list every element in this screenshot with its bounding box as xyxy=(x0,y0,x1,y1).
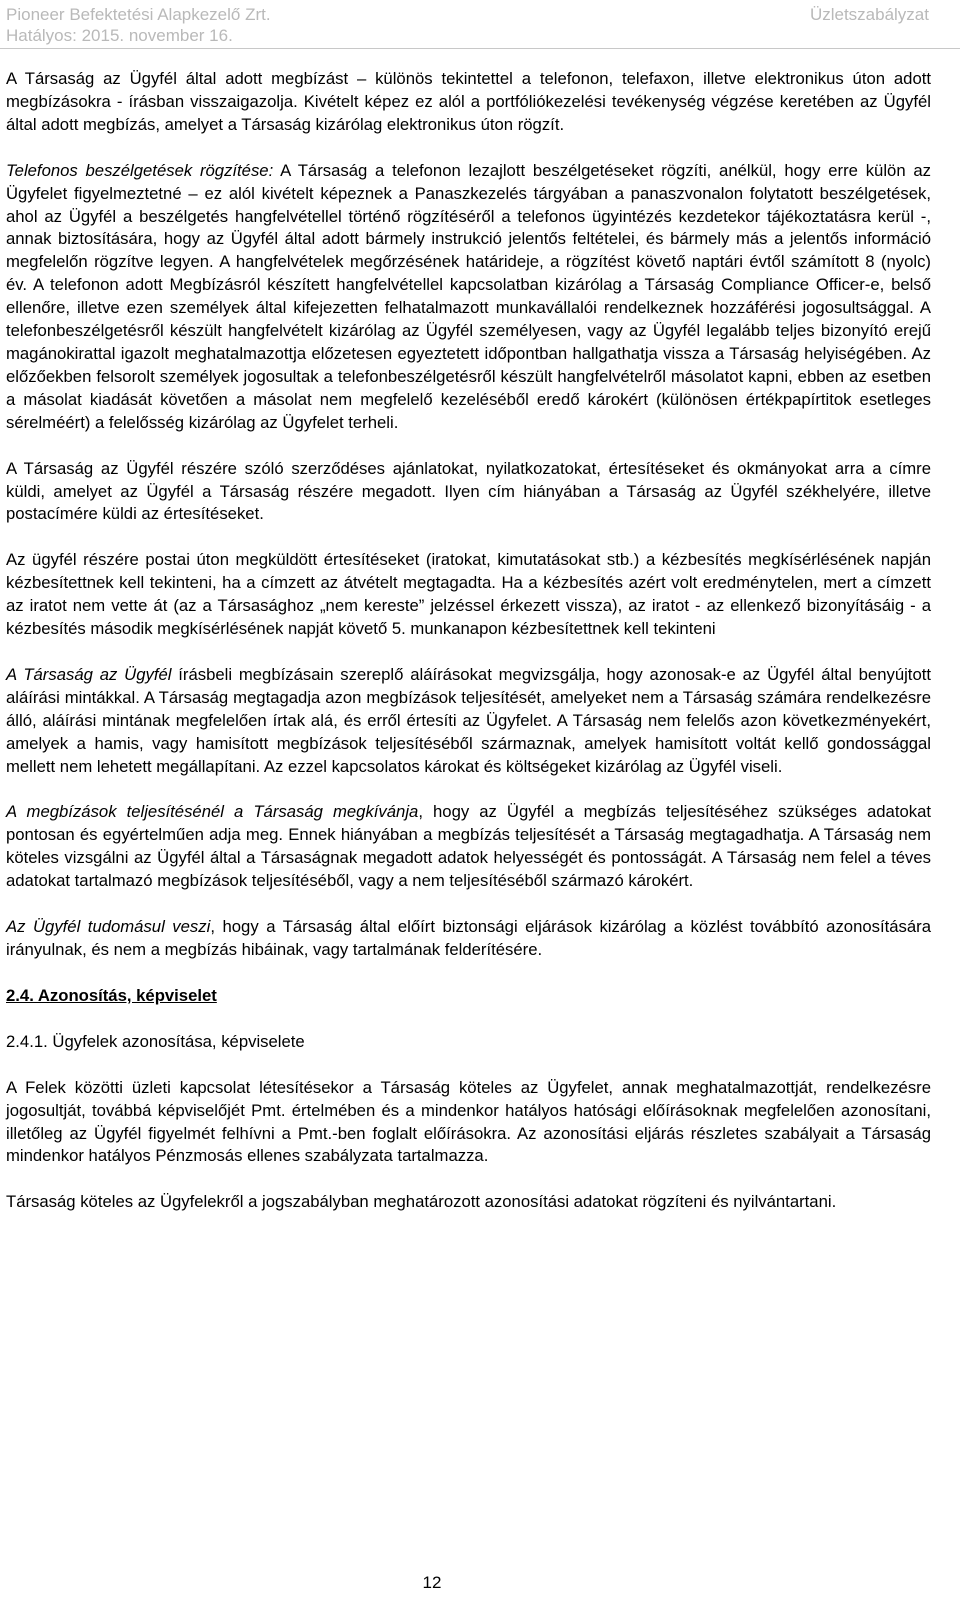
paragraph-call-recording-body: A Társaság a telefonon lezajlott beszélgetéseket rögzíti, anélkül, hogy erre külön az Ügyfelet figyelmeztetné – ez alól kivételt képeznek a Panaszkezelés tárgyában a panaszvonalon folytatott beszélgetések, ahol az Ügyfél a beszélgetés hangfelvétellel történő rögzítéséről a telefonos ügyintézés kezdetekor tájékoztatásra kerül -, annak biztosítására, hogy az Ügyfél által adott bármely instrukció jelentős feltételei, és bármely más a jelentős információ megfelelőn rögzítve legyen. A hangfelvételek megőrzésének határideje, a rögzítést követő naptári évtől számított 8 (nyolc) év. A telefonon adott Megbízásról készített hangfelvétellel kapcsolatban kizárólag a Társaság Compliance Officer-e, belső ellenőre, illetve ezen személyek által kifejezetten felhatalmazott munkavállalói rendelkeznek hozzáférési jogosultsággal. A telefonbeszélgetésről készült hangfelvételt kizárólag az Ügyfél személyesen, vagy az Ügyfél legalább teljes bizonyító erejű magánokirattal igazolt meghatalmazottja előzetesen egyeztetett időpontban hallgathatja vissza a Társaság helyiségében. Az előzőekben felsorolt személyek jogosultak a telefonbeszélgetésről készült hangfelvételről másolatot kapni, ebben az esetben a másolat kiadását követően a másolat nem megfelelő kezeléséből eredő károkért (különösen értékpapírtitok esetleges sérelméért) a felelősség kizárólag az Ügyfelet terheli. xyxy=(6,160,931,432)
paragraph-notices-address: A Társaság az Ügyfél részére szóló szerződéses ajánlatokat, nyilatkozatokat, értesítéseket és okmányokat arra a címre küldi, amelyet az Ügyfél a Társaság részére megadott. Ilyen cím hiányában a Társaság az Ügyfél székhelyére, illetve postacímére küldi az értesítéseket. xyxy=(6,458,931,524)
paragraph-signature-check-lead: A Társaság az Ügyfél xyxy=(6,664,172,684)
paragraph-security-procedures xyxy=(6,916,931,962)
paragraph-client-identification: A Felek közötti üzleti kapcsolat létesítésekor a Társaság köteles az Ügyfelet, annak meghatalmazottját, rendelkezésre jogosultját, továbbá képviselőjét Pmt. értelmében és a mindenkor hatályos hatósági előírásoknak megfelelően azonosítani, illetőleg az Ügyfél figyelmét felhívni a Pmt.-ben foglalt előírásokra. Az azonosítási eljárás részletes szabályait a Társaság mindenkor hatályos Pénzmosás ellenes szabályzata tartalmazza. xyxy=(6,1077,931,1166)
paragraph-order-data xyxy=(6,801,931,893)
paragraph-client-records: Társaság köteles az Ügyfelekről a jogszabályban meghatározott azonosítási adatokat rögzíteni és nyilvántartani. xyxy=(6,1192,837,1212)
header-company: Pioneer Befektetési Alapkezelő Zrt. xyxy=(6,5,271,24)
paragraph-signature-check xyxy=(6,664,931,779)
paragraph-security-procedures-body: , hogy a Társaság által előírt biztonsági eljárások kizárólag a közlést továbbító azonosítására irányulnak, és nem a megbízás hibáinak, vagy tartalmának felderítésére. xyxy=(6,917,931,959)
header-effective-date: Hatályos: 2015. november 16. xyxy=(6,26,233,45)
page-footer xyxy=(0,1573,960,1593)
page-header xyxy=(0,0,960,50)
paragraph-signature-check-body: írásbeli megbízásain szereplő aláírásokat megvizsgálja, hogy azonosak-e az Ügyfél által benyújtott aláírási mintákkal. A Társaság megtagadja azon megbízások teljesítését, amelyeket nem a Társaság számára rendelkezésre álló, aláírási mintának megfelelően írtak alá, és erről értesíti az Ügyfelet. A Társaság nem felelős azon következményekért, amelyek a hamis, vagy hamisított megbízások teljesítéséből származnak, amelyek hamisított voltát kellő gondossággal mellett nem lehetett megállapítani. Az ezzel kapcsolatos károkat és költségeket kizárólag az Ügyfél viseli. xyxy=(6,664,931,776)
header-divider xyxy=(0,48,960,49)
paragraph-security-procedures-lead: Az Ügyfél tudomásul veszi xyxy=(6,917,211,937)
paragraph-postal-delivery: Az ügyfél részére postai úton megküldött értesítéseket (iratokat, kimutatásokat stb.) a kézbesítés megkísérlésének napján kézbesítettnek kell tekinteni, ha a címzett az átvételt megtagadta. Ha a kézbesítés azért volt eredménytelen, mert a címzett az iratot nem vette át (az a Társasághoz „nem kereste” jelzéssel érkezett vissza), az iratot - az ellenkező bizonyításáig - a kézbesítés második megkísérlésének napját követő 5. munkanapon kézbesítettnek kell tekinteni xyxy=(6,550,931,639)
header-left xyxy=(6,4,271,46)
paragraph-call-recording xyxy=(6,160,931,435)
section-heading-2-4-1: 2.4.1. Ügyfelek azonosítása, képviselete xyxy=(6,1031,305,1051)
header-doc-title: Üzletszabályzat xyxy=(809,5,929,24)
paragraph-order-data-body: , hogy az Ügyfél a megbízás teljesítéséhez szükséges adatokat pontosan és egyértelműen adja meg. Ennek hiányában a megbízás teljesítését a Társaság megtagadhatja. A Társaság nem köteles vizsgálni az Ügyfél által a Társaságnak megadott adatok helyességét és pontosságát. A Társaság nem felel a téves adatokat tartalmazó megbízások teljesítéséből, vagy a nem teljesítéséből származó károkért. xyxy=(6,802,932,891)
paragraph-call-recording-lead: Telefonos beszélgetések rögzítése: xyxy=(6,160,274,180)
paragraph-order-data-lead: A megbízások teljesítésénél a Társaság megkívánja xyxy=(6,802,419,822)
paragraph-confirmation: A Társaság az Ügyfél által adott megbízást – különös tekintettel a telefonon, telefaxon, illetve elektronikus úton adott megbízásokra - írásban visszaigazolja. Kivételt képez ez alól a portfóliókezelési tevékenység végzése keretében az Ügyfél által adott megbízás, amelyet a Társaság kizárólag elektronikus úton rögzít. xyxy=(6,69,931,134)
section-heading-2-4: 2.4. Azonosítás, képviselet xyxy=(6,985,217,1005)
document-body xyxy=(6,68,931,1214)
page-number: 12 xyxy=(422,1573,442,1592)
